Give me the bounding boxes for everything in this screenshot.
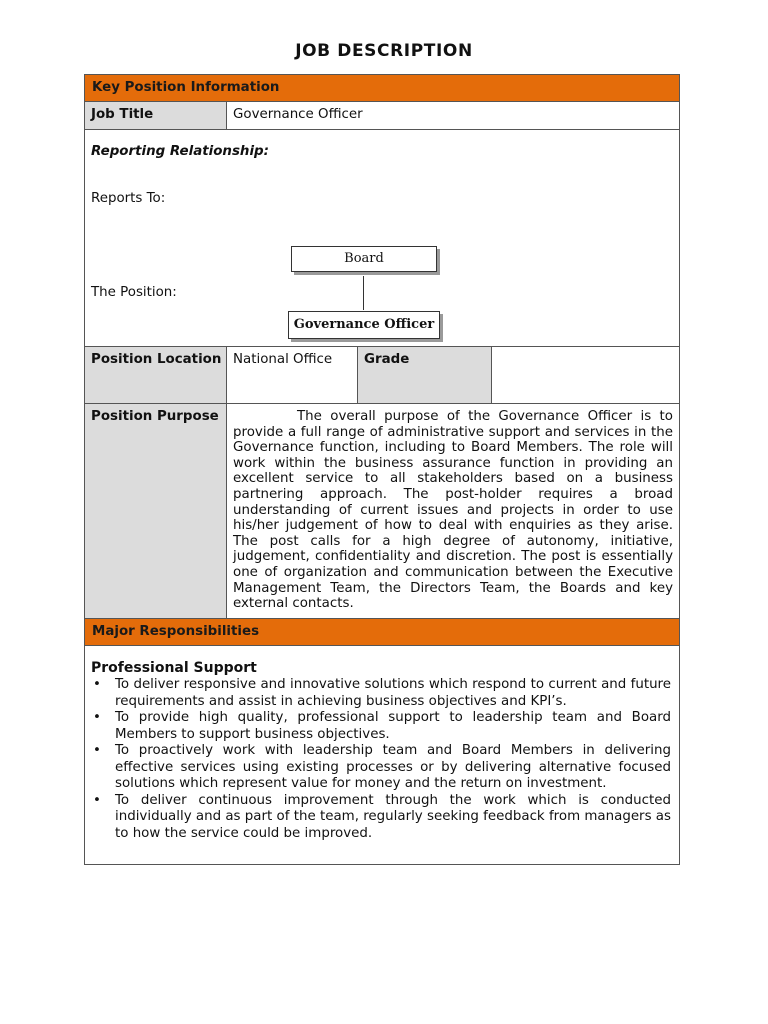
list-item-text: To deliver responsive and innovative solutions which respond to current and future requirements and assist in achieving business objectives and KPI’s. (115, 677, 671, 709)
job-title-row (85, 102, 680, 130)
job-title-value: Governance Officer (233, 107, 363, 122)
job-title-label: Job Title (91, 107, 154, 122)
position-purpose-label: Position Purpose (91, 409, 219, 424)
responsibilities-header-label: Major Responsibilities (92, 624, 260, 639)
grade-label-cell (358, 347, 492, 404)
responsibilities-cell (85, 646, 680, 865)
job-title-label-cell (85, 102, 227, 130)
position-location-value: National Office (233, 352, 333, 367)
bullet-icon: • (93, 710, 101, 725)
position-location-value-cell (227, 347, 358, 404)
key-info-header-row (85, 75, 680, 102)
list-item (91, 793, 671, 843)
document-title: JOB DESCRIPTION (295, 41, 473, 61)
reporting-row (85, 130, 680, 347)
reports-to-label: Reports To: (91, 191, 166, 206)
grade-label: Grade (364, 352, 410, 367)
responsibilities-header-row (85, 619, 680, 646)
responsibilities-header (85, 619, 680, 646)
purpose-row (85, 404, 680, 619)
list-item (91, 677, 671, 710)
org-chart-board-box: Board (291, 246, 437, 272)
job-description-table (84, 74, 680, 865)
bullet-icon: • (93, 792, 101, 808)
grade-value (492, 347, 679, 352)
reporting-cell (85, 130, 680, 347)
list-item-text: To proactively work with leadership team and Board Members in delivering effective services using existing processes or by delivering alternative focused solutions which represent value for money and the return on investment. (115, 743, 671, 791)
position-location-label-cell (85, 347, 227, 404)
position-purpose-text-cell (227, 404, 680, 619)
responsibilities-row (85, 646, 680, 865)
key-info-header (85, 75, 680, 102)
location-row (85, 347, 680, 404)
list-item-text: To provide high quality, professional support to leadership team and Board Members to support business objectives. (115, 710, 671, 742)
list-item (91, 710, 671, 743)
list-item (91, 743, 671, 793)
org-chart-governance-officer-box: Governance Officer (288, 311, 440, 339)
reporting-heading: Reporting Relationship: (91, 144, 269, 159)
position-label: The Position: (91, 285, 177, 300)
professional-support-heading: Professional Support (91, 660, 257, 676)
position-purpose-text: The overall purpose of the Governance Officer is to provide a full range of administrative support and services in the Governance function, including to Board Members. The role will work within the business assurance function in providing an excellent service to all stakeholders based on a business partnering approach. The post-holder requires a broad understanding of current issues and projects in order to use his/her judgement of how to deal with enquiries as they arise. The post calls for a high degree of autonomy, initiative, judgement, confidentiality and discretion. The post is essentially one of organization and communication between the Executive Management Team, the Directors Team, the Boards and key external contacts. (233, 409, 673, 612)
position-purpose-label-cell (85, 404, 227, 619)
key-info-header-label: Key Position Information (92, 80, 280, 95)
job-title-value-cell (227, 102, 680, 130)
position-location-label: Position Location (91, 352, 222, 367)
org-chart-connector (363, 276, 364, 310)
bullet-icon: • (93, 677, 101, 692)
bullet-icon: • (93, 743, 101, 758)
responsibilities-list (91, 677, 671, 842)
list-item-text: To deliver continuous improvement through the work which is conducted individually and as part of the team, regularly seeking feedback from managers as to how the service could be improved. (115, 792, 671, 841)
grade-value-cell (492, 347, 680, 404)
